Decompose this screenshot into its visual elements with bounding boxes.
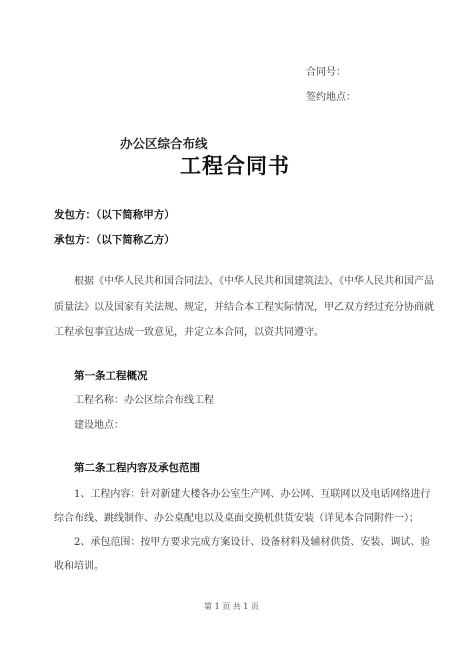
party-a-line: 发包方：（以下简称甲方）: [54, 209, 175, 221]
project-name-line: 工程名称：办公区综合布线工程: [74, 395, 214, 406]
document-subtitle: 办公区综合布线: [120, 136, 208, 151]
party-b-line: 承包方：（以下简称乙方）: [54, 234, 175, 246]
article-2-item-2-line-2: 收和培训。: [54, 561, 104, 572]
page-number-footer: 第 1 页 共 1 页: [204, 602, 259, 611]
contract-number-label: 合同号：: [306, 67, 346, 78]
preamble-line-2: 质量法》以及国家有关法规、规定，并结合本工程实际情况，甲乙双方经过充分协商就: [54, 302, 434, 313]
document-title: 工程合同书: [180, 153, 290, 178]
article-2-heading: 第二条工程内容及承包范围: [74, 462, 200, 474]
article-2-item-2-line-1: 2、承包范围：按甲方要求完成方案设计、设备材料及辅材供货、安装、调试、验: [74, 537, 431, 548]
article-2-item-1-line-1: 1、工程内容：针对新建大楼各办公室生产网、办公网、互联网以及电话网络进行: [74, 489, 431, 500]
preamble-line-3: 工程承包事宜达成一致意见，并定立本合同，以资共同遵守。: [54, 327, 324, 338]
preamble-line-1: 根据《中华人民共和国合同法》、《中华人民共和国建筑法》、《中华人民共和国产品: [74, 276, 434, 287]
article-2-item-1-line-2: 综合布线、跳线制作、办公桌配电以及桌面交换机供货安装（详见本合同附件一）；: [54, 513, 419, 524]
article-1-heading: 第一条工程概况: [74, 370, 148, 382]
project-site-line: 建设地点：: [74, 420, 124, 431]
signing-place-label: 签约地点：: [306, 92, 356, 103]
